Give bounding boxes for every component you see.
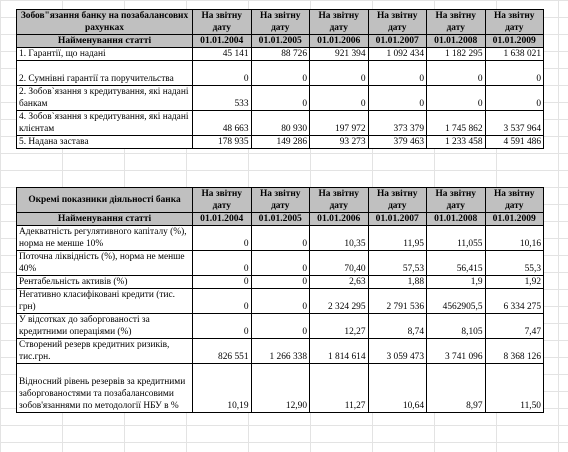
cell-value[interactable]: 93 273	[310, 136, 369, 149]
column-header[interactable]: На звітну дату	[310, 10, 369, 35]
cell-value[interactable]: 0	[193, 314, 252, 339]
cell-value[interactable]: 8,97	[427, 364, 486, 413]
table-row	[17, 226, 544, 251]
cell-value[interactable]: 7,47	[485, 314, 544, 339]
cell-value[interactable]: 8,105	[427, 314, 486, 339]
table-row	[17, 111, 544, 136]
column-header[interactable]: На звітну дату	[193, 188, 252, 213]
column-header[interactable]: На звітну дату	[427, 188, 486, 213]
cell-value[interactable]: 88 726	[251, 48, 310, 61]
row-label[interactable]: У відсотках до заборгованості за кредитними операціями (%)	[17, 314, 193, 339]
cell-value[interactable]: 1 638 021	[485, 48, 544, 61]
cell-value[interactable]: 379 463	[368, 136, 427, 149]
cell-value[interactable]: 1 092 434	[368, 48, 427, 61]
cell-value[interactable]: 45 141	[193, 48, 252, 61]
date-header[interactable]: 01.01.2005	[251, 35, 310, 48]
cell-value[interactable]: 4 591 486	[485, 136, 544, 149]
cell-value[interactable]: 3 059 473	[368, 339, 427, 364]
cell-value[interactable]: 10,35	[310, 226, 369, 251]
cell-value[interactable]: 0	[193, 276, 252, 289]
cell-value[interactable]: 149 286	[251, 136, 310, 149]
date-header[interactable]: 01.01.2008	[427, 35, 486, 48]
column-header[interactable]: На звітну дату	[251, 10, 310, 35]
cell-value[interactable]: 0	[251, 61, 310, 86]
cell-value[interactable]: 56,415	[427, 251, 486, 276]
date-header[interactable]: 01.01.2007	[368, 213, 427, 226]
date-header[interactable]: 01.01.2005	[251, 213, 310, 226]
cell-value[interactable]: 12,90	[251, 364, 310, 413]
row-label[interactable]: 2. Зобов`язання з кредитування, які надані банкам	[17, 86, 193, 111]
row-label[interactable]: Відносний рівень резервів за кредитними заборгованостями та позабалансовими зобов'язаннями по методології НБУ в %	[17, 364, 193, 413]
cell-value[interactable]: 0	[310, 61, 369, 86]
cell-value[interactable]: 0	[368, 61, 427, 86]
cell-value[interactable]: 0	[427, 86, 486, 111]
cell-value[interactable]: 11,95	[368, 226, 427, 251]
table-row	[17, 314, 544, 339]
date-header[interactable]: 01.01.2006	[310, 35, 369, 48]
cell-value[interactable]: 3 537 964	[485, 111, 544, 136]
table-row	[17, 339, 544, 364]
cell-value[interactable]: 1 814 614	[310, 339, 369, 364]
table-row	[17, 364, 544, 413]
table-row	[17, 251, 544, 276]
cell-value[interactable]: 0	[193, 226, 252, 251]
column-header[interactable]: На звітну дату	[485, 188, 544, 213]
cell-value[interactable]: 0	[368, 86, 427, 111]
cell-value[interactable]: 0	[251, 251, 310, 276]
column-header[interactable]: На звітну дату	[485, 10, 544, 35]
row-label[interactable]: Адекватність регулятивного капіталу (%), норма не менше 10%	[17, 226, 193, 251]
cell-value[interactable]: 197 972	[310, 111, 369, 136]
cell-value[interactable]: 11,055	[427, 226, 486, 251]
cell-value[interactable]: 8 368 126	[485, 339, 544, 364]
cell-value[interactable]: 0	[485, 86, 544, 111]
cell-value[interactable]: 0	[251, 276, 310, 289]
cell-value[interactable]: 921 394	[310, 48, 369, 61]
cell-value[interactable]: 4562905,5	[427, 289, 486, 314]
cell-value[interactable]: 0	[193, 61, 252, 86]
cell-value[interactable]: 2 791 536	[368, 289, 427, 314]
cell-value[interactable]: 533	[193, 86, 252, 111]
cell-value[interactable]: 0	[193, 289, 252, 314]
table-bank-indicators	[16, 187, 544, 413]
date-header[interactable]: 01.01.2009	[485, 35, 544, 48]
row-label[interactable]: Негативно класифіковані кредити (тис. грн)	[17, 289, 193, 314]
table-title[interactable]: Окремі показники діяльності банка	[17, 188, 193, 213]
date-header[interactable]: 01.01.2008	[427, 213, 486, 226]
cell-value[interactable]: 0	[251, 289, 310, 314]
column-header[interactable]: На звітну дату	[368, 188, 427, 213]
cell-value[interactable]: 1,92	[485, 276, 544, 289]
column-header[interactable]: На звітну дату	[193, 10, 252, 35]
row-label[interactable]: 2. Сумнівні гарантії та поручительства	[17, 61, 193, 86]
table-row	[17, 61, 544, 86]
column-header[interactable]: На звітну дату	[251, 188, 310, 213]
date-header[interactable]: 01.01.2004	[193, 213, 252, 226]
table-row	[17, 276, 544, 289]
date-header[interactable]: 01.01.2007	[368, 35, 427, 48]
cell-value[interactable]: 6 334 275	[485, 289, 544, 314]
table-row	[17, 48, 544, 61]
date-header[interactable]: 01.01.2009	[485, 213, 544, 226]
cell-value[interactable]: 1 182 295	[427, 48, 486, 61]
cell-value[interactable]: 1 233 458	[427, 136, 486, 149]
row-label[interactable]: 5. Надана застава	[17, 136, 193, 149]
cell-value[interactable]: 0	[251, 86, 310, 111]
cell-value[interactable]: 0	[251, 314, 310, 339]
cell-value[interactable]: 10,16	[485, 226, 544, 251]
cell-value[interactable]: 1 745 862	[427, 111, 486, 136]
row-label[interactable]: 1. Гарантії, що надані	[17, 48, 193, 61]
cell-value[interactable]: 12,27	[310, 314, 369, 339]
subheader-item-name[interactable]: Найменування статті	[17, 213, 193, 226]
table-row	[17, 136, 544, 149]
cell-value[interactable]: 55,3	[485, 251, 544, 276]
table-title[interactable]: Зобов"язання банку на позабалансових рахунках	[17, 10, 193, 35]
cell-value[interactable]: 1 266 338	[251, 339, 310, 364]
cell-value[interactable]: 80 930	[251, 111, 310, 136]
cell-value[interactable]: 373 379	[368, 111, 427, 136]
cell-value[interactable]: 1,9	[427, 276, 486, 289]
date-header[interactable]: 01.01.2004	[193, 35, 252, 48]
date-header[interactable]: 01.01.2006	[310, 213, 369, 226]
cell-value[interactable]: 10,64	[368, 364, 427, 413]
cell-value[interactable]: 10,19	[193, 364, 252, 413]
cell-value[interactable]: 0	[485, 61, 544, 86]
table-row	[17, 289, 544, 314]
cell-value[interactable]: 11,50	[485, 364, 544, 413]
cell-value[interactable]: 11,27	[310, 364, 369, 413]
cell-value[interactable]: 70,40	[310, 251, 369, 276]
cell-value[interactable]: 1,88	[368, 276, 427, 289]
table-row	[17, 86, 544, 111]
cell-value[interactable]: 178 935	[193, 136, 252, 149]
cell-value[interactable]: 3 741 096	[427, 339, 486, 364]
cell-value[interactable]: 2,63	[310, 276, 369, 289]
row-label[interactable]: Створений резерв кредитних ризиків, тис.грн.	[17, 339, 193, 364]
cell-value[interactable]: 0	[193, 251, 252, 276]
column-header[interactable]: На звітну дату	[427, 10, 486, 35]
row-label[interactable]: Рентабельність активів (%)	[17, 276, 193, 289]
cell-value[interactable]: 48 663	[193, 111, 252, 136]
column-header[interactable]: На звітну дату	[368, 10, 427, 35]
column-header[interactable]: На звітну дату	[310, 188, 369, 213]
cell-value[interactable]: 0	[310, 86, 369, 111]
cell-value[interactable]: 0	[251, 226, 310, 251]
cell-value[interactable]: 8,74	[368, 314, 427, 339]
table-offbalance-liabilities	[16, 9, 544, 149]
row-label[interactable]: Поточна ліквідність (%), норма не менше 40%	[17, 251, 193, 276]
cell-value[interactable]: 57,53	[368, 251, 427, 276]
cell-value[interactable]: 0	[427, 61, 486, 86]
cell-value[interactable]: 826 551	[193, 339, 252, 364]
row-label[interactable]: 4. Зобов`язання з кредитування, які надані клієнтам	[17, 111, 193, 136]
cell-value[interactable]: 2 324 295	[310, 289, 369, 314]
subheader-item-name[interactable]: Найменування статті	[17, 35, 193, 48]
